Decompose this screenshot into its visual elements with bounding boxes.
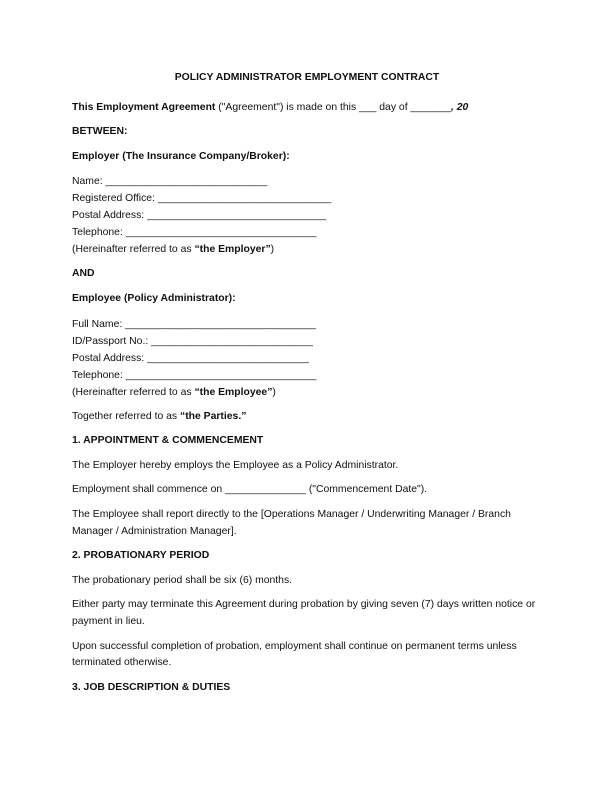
employer-postal-address-field: Postal Address: _______________________________ [72, 210, 327, 222]
employer-ref-prefix: (Hereinafter referred to as [72, 244, 195, 256]
employee-telephone-field: Telephone: _________________________________ [72, 369, 317, 381]
section-2-paragraph: The probationary period shall be six (6) months. [72, 574, 293, 586]
employer-heading: Employer (The Insurance Company/Broker): [72, 150, 290, 162]
section-heading-probation: 2. PROBATIONARY PERIOD [72, 550, 210, 562]
employee-postal-address-field: Postal Address: ____________________________ [72, 352, 309, 364]
intro-year: , 20 [450, 101, 469, 113]
employer-fields [72, 173, 542, 258]
section-2-paragraph: Either party may terminate this Agreement during probation by giving seven (7) days written notice or payment in lieu. [72, 599, 536, 627]
document-title: POLICY ADMINISTRATOR EMPLOYMENT CONTRACT [174, 72, 440, 83]
employee-id-passport-field: ID/Passport No.: ____________________________ [72, 335, 313, 347]
employee-full-name-field: Full Name: _________________________________ [72, 318, 316, 330]
intro-paragraph [72, 100, 542, 117]
employee-ref-prefix: (Hereinafter referred to as [72, 386, 195, 398]
section-2-paragraph: Upon successful completion of probation, employment shall continue on permanent terms unless terminated otherwise. [72, 640, 517, 669]
intro-bold-lead: This Employment Agreement [72, 101, 216, 113]
between-heading: BETWEEN: [72, 126, 128, 138]
section-1-paragraph: Employment shall commence on ______________ ("Commencement Date"). [72, 484, 428, 496]
employee-reference [72, 384, 542, 401]
employee-fields [72, 316, 542, 401]
employer-ref-suffix: ) [270, 244, 275, 256]
section-heading-job-description: 3. JOB DESCRIPTION & DUTIES [72, 681, 231, 693]
parties-term: “the Parties.” [180, 410, 247, 422]
and-heading: AND [72, 268, 95, 280]
section-1-paragraph: The Employer hereby employs the Employee as a Policy Administrator. [72, 459, 399, 471]
employer-name-field: Name: ____________________________ [72, 176, 268, 188]
employer-registered-office-field: Registered Office: ______________________________ [72, 193, 332, 205]
employee-ref-term: “the Employee” [194, 386, 273, 398]
employer-ref-term: “the Employer” [194, 244, 271, 256]
parties-paragraph [72, 409, 542, 426]
employer-telephone-field: Telephone: _________________________________ [72, 227, 317, 239]
contract-page [72, 70, 542, 704]
employer-reference [72, 241, 542, 258]
employee-heading: Employee (Policy Administrator): [72, 292, 236, 304]
section-heading-appointment: 1. APPOINTMENT & COMMENCEMENT [72, 435, 264, 447]
section-1-paragraph: The Employee shall report directly to the [Operations Manager / Underwriting Manager / Branch Manager / Administration Manager]. [72, 508, 511, 537]
employee-ref-suffix: ) [272, 386, 276, 398]
intro-text: ("Agreement") is made on this ___ day of _______ [215, 101, 451, 113]
parties-prefix: Together referred to as [72, 410, 181, 422]
